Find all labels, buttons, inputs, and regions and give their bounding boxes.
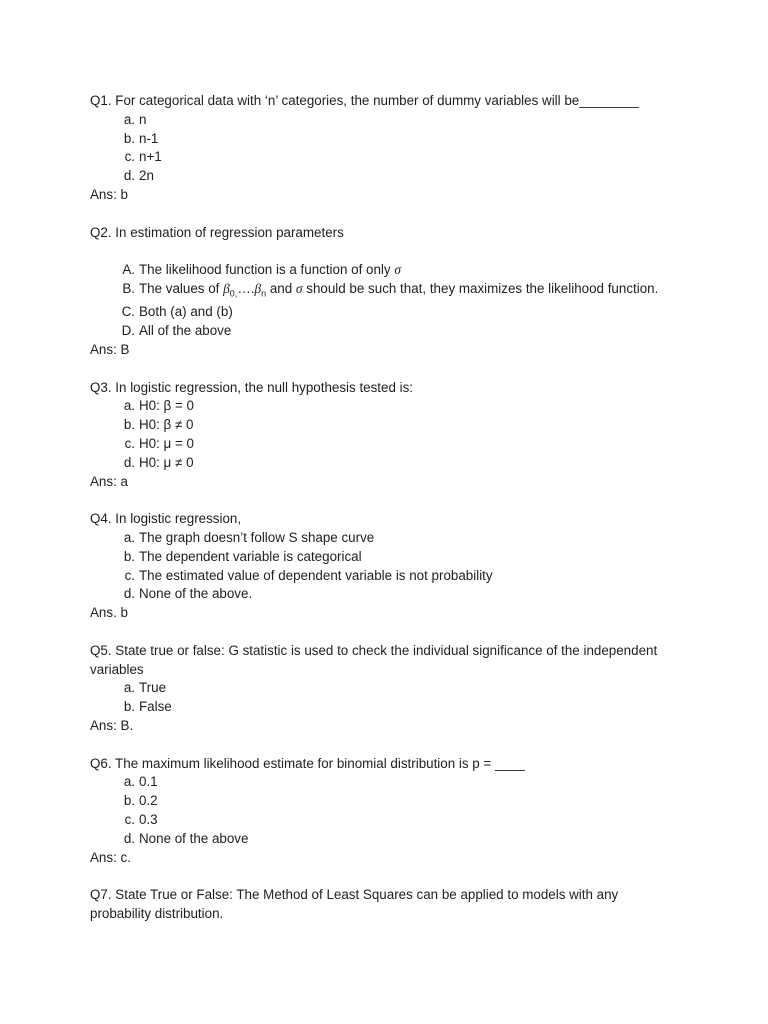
option-letter: D. [121, 323, 135, 339]
option-text-pre: The values of [139, 280, 224, 296]
q2-option-d [90, 322, 690, 341]
q1-option-b [90, 130, 690, 149]
q3-option-c [90, 435, 690, 454]
q6-question: Q6. The maximum likelihood estimate for binomial distribution is p = ____ [90, 755, 525, 771]
option-text: H0: β ≠ 0 [139, 417, 194, 433]
spacer [90, 242, 690, 261]
q4-question: Q4. In logistic regression, [90, 511, 242, 527]
option-letter: d. [123, 830, 135, 846]
q6-option-b [90, 792, 690, 811]
option-letter: c. [124, 436, 135, 452]
q3-option-d [90, 454, 690, 473]
spacer [90, 736, 690, 755]
option-text: The graph doesn’t follow S shape curve [139, 530, 375, 545]
q3-question: Q3. In logistic regression, the null hypothesis tested is: [90, 379, 414, 395]
q3-option-b [90, 416, 690, 435]
option-text-body: The likelihood function is a function of only [139, 262, 395, 278]
option-letter: C. [121, 304, 135, 320]
option-letter: a. [123, 530, 135, 545]
q4-option-c [90, 567, 690, 586]
q1-option-a [90, 111, 690, 130]
option-text: 0.2 [139, 793, 158, 809]
option-text: 0.3 [139, 811, 158, 827]
q3-option-a [90, 397, 690, 416]
option-letter: c. [124, 149, 135, 165]
beta-subscript-n: n [261, 288, 267, 299]
q4-answer: Ans. b [90, 605, 128, 621]
option-text [139, 261, 401, 280]
option-text: H0: β = 0 [139, 398, 194, 414]
beta-n-symbol: β [254, 280, 262, 296]
q2-option-b [90, 280, 690, 303]
q3-answer: Ans: a [90, 473, 128, 489]
q1-answer: Ans: b [90, 186, 128, 202]
option-letter: a. [123, 398, 135, 414]
option-text: Both (a) and (b) [139, 304, 233, 320]
spacer [90, 623, 690, 642]
q2-option-a [90, 261, 690, 280]
q5-option-a [90, 679, 690, 698]
q6-option-d [90, 830, 690, 849]
spacer [90, 867, 690, 886]
ellipsis: …. [237, 280, 255, 296]
q2-option-c [90, 303, 690, 322]
spacer [90, 360, 690, 379]
option-letter: a. [123, 111, 135, 127]
option-text-post: should be such that, they maximizes the likelihood function. [302, 280, 659, 296]
option-letter: b. [123, 130, 135, 146]
q1-option-d [90, 167, 690, 186]
option-letter: b. [123, 793, 135, 809]
option-letter: A. [122, 262, 135, 278]
option-text: The dependent variable is categorical [139, 548, 362, 564]
q6-option-c [90, 811, 690, 830]
option-letter: b. [123, 699, 135, 715]
option-text: 2n [139, 168, 154, 184]
sigma-symbol: σ [394, 262, 401, 278]
q5-answer: Ans: B. [90, 717, 134, 733]
spacer [90, 205, 690, 224]
option-text: n+1 [139, 149, 162, 165]
q7-question: Q7. State True or False: The Method of Least Squares can be applied to models with any probability distribution. [90, 887, 619, 921]
q6-answer: Ans: c. [90, 849, 131, 865]
option-text: None of the above. [139, 586, 253, 602]
q1-question: Q1. For categorical data with ‘n’ categories, the number of dummy variables will be________ [90, 93, 639, 108]
option-text: False [139, 699, 172, 715]
option-text: True [139, 680, 167, 696]
q5-option-b [90, 698, 690, 717]
option-text: n-1 [139, 130, 159, 146]
spacer [90, 491, 690, 510]
option-text: H0: μ = 0 [139, 436, 194, 452]
quiz-document [90, 92, 690, 924]
q4-option-a [90, 529, 690, 548]
option-letter: c. [124, 567, 135, 583]
option-text: The estimated value of dependent variable is not probability [139, 567, 493, 583]
sigma-symbol: σ [295, 280, 303, 296]
option-letter: a. [123, 680, 135, 696]
option-letter: b. [123, 417, 135, 433]
option-text: H0: μ ≠ 0 [139, 454, 194, 470]
option-text: None of the above [139, 830, 249, 846]
option-letter: c. [124, 811, 135, 827]
option-text: All of the above [139, 323, 232, 339]
option-letter: a. [123, 774, 135, 790]
q2-question: Q2. In estimation of regression parameters [90, 224, 344, 240]
beta-symbol: β [223, 280, 230, 296]
option-letter: d. [123, 168, 135, 184]
beta-subscript-0: 0, [229, 288, 238, 299]
q1-option-c [90, 148, 690, 167]
q4-option-b [90, 548, 690, 567]
option-letter: d. [123, 586, 135, 602]
option-text [139, 280, 658, 303]
option-text: 0.1 [139, 774, 158, 790]
option-letter: b. [123, 548, 135, 564]
q5-question: Q5. State true or false: G statistic is used to check the individual significance of the independent variables [90, 642, 658, 677]
q6-option-a [90, 773, 690, 792]
option-text-mid: and [266, 280, 296, 296]
option-letter: d. [123, 454, 135, 470]
q2-answer: Ans: B [90, 342, 130, 358]
option-text: n [139, 111, 147, 127]
option-letter: B. [122, 280, 135, 296]
q4-option-d [90, 585, 690, 604]
